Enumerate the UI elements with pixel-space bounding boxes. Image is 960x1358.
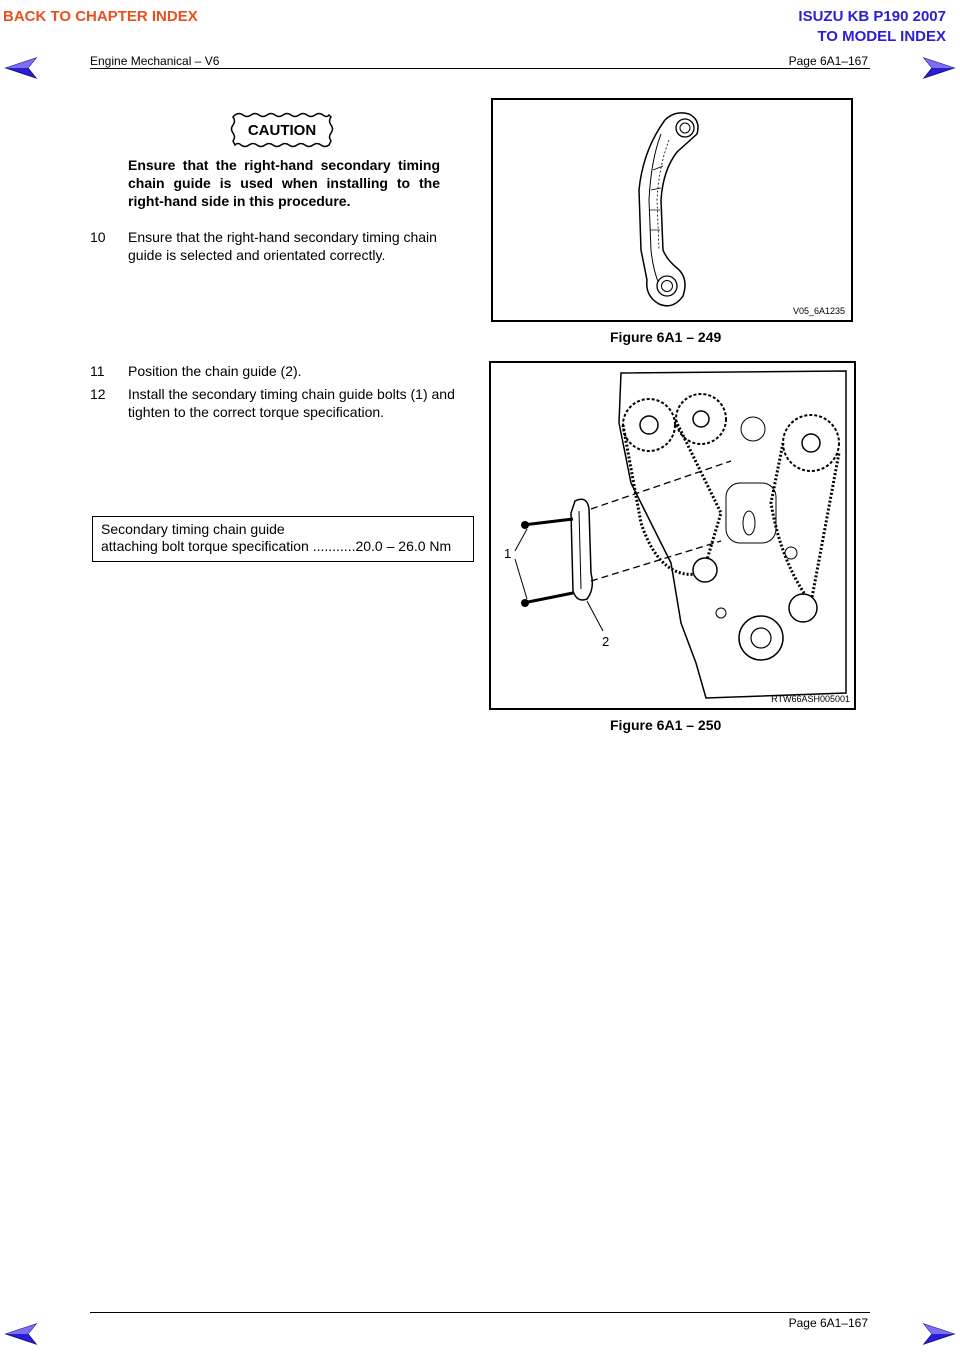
step-text-line1: Install the secondary timing chain guide bolts (1) and [128, 386, 455, 402]
next-page-arrow-icon[interactable] [922, 1322, 956, 1346]
figure-code: V05_6A1235 [792, 306, 845, 316]
caution-text: Ensure that the right-hand secondary timing chain guide is used when installing to the right-hand side in this procedure. [128, 157, 440, 209]
step-text-line1: Ensure that the right-hand secondary timing chain [128, 229, 437, 245]
callout-2: 2 [602, 634, 610, 649]
spec-line1: Secondary timing chain guide [101, 521, 285, 537]
step-number: 11 [90, 363, 105, 379]
figure-250-caption: Figure 6A1 – 250 [610, 717, 722, 733]
step-11 [90, 362, 480, 382]
callout-1: 1 [504, 546, 512, 561]
caution-badge [229, 111, 335, 149]
step-number: 12 [90, 386, 106, 402]
next-page-arrow-icon[interactable] [922, 56, 956, 80]
step-12 [90, 385, 480, 425]
step-text-line1: Position the chain guide (2). [128, 363, 302, 379]
step-text-line2: guide is selected and orientated correctly. [128, 247, 386, 263]
model-index-link[interactable]: TO MODEL INDEX [817, 28, 946, 45]
figure-249-image [491, 98, 853, 322]
figure-249-caption: Figure 6A1 – 249 [610, 329, 722, 345]
spec-line2: attaching bolt torque specification ...........20.0 – 26.0 Nm [101, 538, 452, 554]
header-page-number: Page 6A1–167 [788, 54, 868, 68]
footer-page-number: Page 6A1–167 [788, 1316, 868, 1330]
header-rule [90, 68, 870, 69]
chain-guide-illustration-icon [493, 100, 851, 320]
model-index-link-title[interactable]: ISUZU KB P190 2007 [798, 8, 946, 25]
footer-rule [90, 1312, 870, 1313]
step-text-line2: tighten to the correct torque specification. [128, 404, 385, 420]
header-section-title: Engine Mechanical – V6 [90, 54, 220, 68]
caution-label: CAUTION [247, 121, 317, 139]
figure-code: RTW66ASH005001 [771, 694, 850, 704]
engine-timing-illustration-icon [491, 363, 854, 708]
step-10 [90, 228, 480, 268]
previous-page-arrow-icon[interactable] [4, 1322, 38, 1346]
torque-spec-box [92, 516, 474, 562]
step-number: 10 [90, 229, 106, 245]
previous-page-arrow-icon[interactable] [4, 56, 38, 80]
figure-250-image [489, 361, 856, 710]
back-to-chapter-index-link[interactable]: BACK TO CHAPTER INDEX [3, 8, 198, 25]
